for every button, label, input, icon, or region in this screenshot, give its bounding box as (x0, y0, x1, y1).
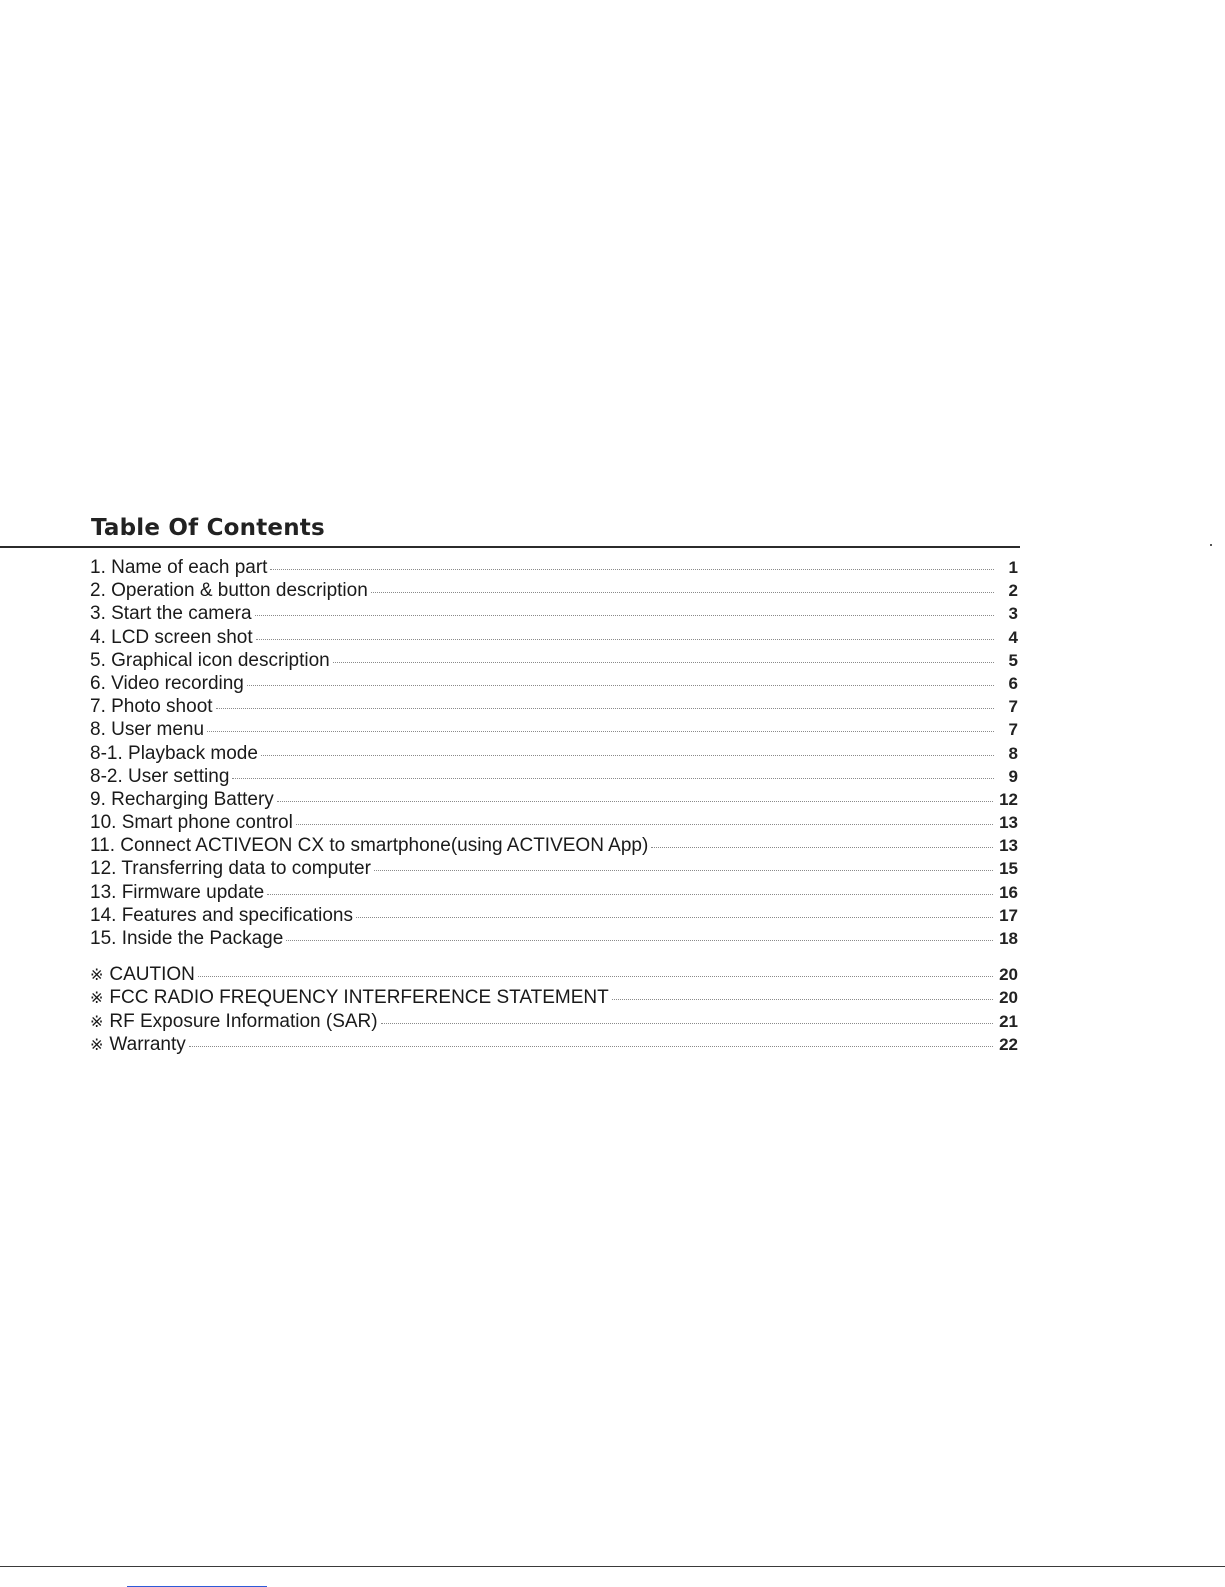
toc-entry-page: 16 (999, 882, 1018, 902)
toc-entry-page: 13 (999, 813, 1018, 833)
toc-entry[interactable] (90, 765, 1018, 788)
toc-entry-label: 14. Features and specifications (90, 904, 353, 926)
dot-leader (381, 1023, 993, 1024)
toc-entry-page: 9 (1008, 766, 1018, 786)
toc-entry-page: 7 (1008, 697, 1018, 717)
toc-note-label: Warranty (109, 1033, 186, 1055)
dot-leader (256, 639, 994, 640)
dot-leader (374, 870, 993, 871)
toc-entry-page: 12 (999, 789, 1018, 809)
toc-note-page: 22 (999, 1034, 1018, 1054)
toc-entry-label: 15. Inside the Package (90, 928, 284, 949)
toc-entry-page: 5 (1008, 650, 1018, 670)
reference-mark-icon: ※ (90, 988, 104, 1008)
toc-entry[interactable] (90, 626, 1018, 649)
dot-leader (651, 847, 993, 848)
dot-leader (198, 976, 993, 977)
dot-leader (255, 615, 994, 616)
toc-note-entry[interactable] (90, 963, 1018, 986)
dot-leader (207, 731, 994, 732)
toc-note-page: 20 (999, 988, 1018, 1008)
toc-entry[interactable] (90, 602, 1018, 625)
toc-entry-label: 8-1. Playback mode (90, 742, 258, 764)
toc-entry-page: 2 (1008, 581, 1018, 601)
toc-entry-page: 7 (1008, 720, 1018, 740)
reference-mark-icon: ※ (90, 1034, 104, 1054)
toc-title: Table Of Contents (91, 515, 325, 541)
toc-entry-label: 2. Operation & button description (90, 580, 368, 602)
toc-list (90, 556, 1018, 1056)
toc-entry-page: 4 (1008, 627, 1018, 647)
toc-entry[interactable] (90, 834, 1018, 857)
toc-entry-label: 3. Start the camera (90, 603, 252, 625)
toc-entry[interactable] (90, 881, 1018, 904)
toc-entry-page: 15 (999, 859, 1018, 879)
toc-entry-label: 1. Name of each part (90, 557, 268, 578)
toc-entry-label: 10. Smart phone control (90, 812, 293, 834)
toc-note-label: RF Exposure Information (SAR) (109, 1010, 378, 1032)
toc-entry[interactable] (90, 695, 1018, 718)
reference-mark-icon: ※ (90, 1011, 104, 1031)
toc-entry-label: 8-2. User setting (90, 765, 230, 787)
toc-entry[interactable] (90, 649, 1018, 672)
toc-entry-label: 6. Video recording (90, 672, 244, 694)
reference-mark-icon: ※ (90, 965, 104, 985)
dot-leader (333, 662, 994, 663)
toc-entry[interactable] (90, 904, 1018, 927)
toc-entry-label: 4. LCD screen shot (90, 626, 253, 648)
dot-leader (261, 755, 994, 756)
toc-note-label: FCC RADIO FREQUENCY INTERFERENCE STATEMENT (109, 987, 609, 1009)
toc-entry-page: 6 (1008, 673, 1018, 693)
dot-leader (277, 801, 993, 802)
toc-entry-label: 12. Transferring data to computer (90, 858, 371, 880)
dot-leader (356, 917, 993, 918)
toc-entry-label: 11. Connect ACTIVEON CX to smartphone(using ACTIVEON App) (90, 835, 649, 857)
dot-leader (247, 685, 994, 686)
toc-entry[interactable] (90, 788, 1018, 811)
toc-note-entry[interactable] (90, 1033, 1018, 1056)
toc-entry-label: 7. Photo shoot (90, 696, 213, 718)
toc-note-label: CAUTION (109, 964, 195, 986)
toc-entry-page: 3 (1008, 604, 1018, 624)
toc-entry-page: 18 (999, 929, 1018, 948)
dot-leader (232, 778, 994, 779)
dot-leader (371, 592, 994, 593)
toc-entry[interactable] (90, 857, 1018, 880)
toc-note-entry[interactable] (90, 986, 1018, 1009)
page-bottom-rule (0, 1566, 1225, 1567)
dot-leader (270, 569, 994, 570)
edge-mark (1210, 544, 1212, 546)
dot-leader (267, 894, 993, 895)
toc-note-page: 21 (999, 1011, 1018, 1031)
toc-entry[interactable] (90, 579, 1018, 602)
toc-entry-page: 13 (999, 836, 1018, 856)
dot-leader (189, 1046, 993, 1047)
toc-entry-label: 13. Firmware update (90, 881, 265, 903)
toc-entry[interactable] (90, 927, 1018, 950)
toc-entry[interactable] (90, 556, 1018, 579)
toc-entry-label: 8. User menu (90, 719, 205, 741)
dot-leader (612, 999, 993, 1000)
dot-leader (296, 824, 993, 825)
toc-entry-page: 17 (999, 905, 1018, 925)
toc-entry-page: 8 (1008, 743, 1018, 763)
toc-entry-page: 1 (1008, 558, 1018, 577)
dot-leader (286, 940, 993, 941)
toc-entry-label: 9. Recharging Battery (90, 788, 274, 810)
title-underline (0, 546, 1020, 548)
toc-entry[interactable] (90, 742, 1018, 765)
dot-leader (216, 708, 994, 709)
toc-entry[interactable] (90, 672, 1018, 695)
toc-entry[interactable] (90, 811, 1018, 834)
toc-entry-label: 5. Graphical icon description (90, 649, 330, 671)
toc-note-entry[interactable] (90, 1010, 1018, 1033)
toc-entry[interactable] (90, 718, 1018, 741)
toc-note-page: 20 (999, 965, 1018, 985)
